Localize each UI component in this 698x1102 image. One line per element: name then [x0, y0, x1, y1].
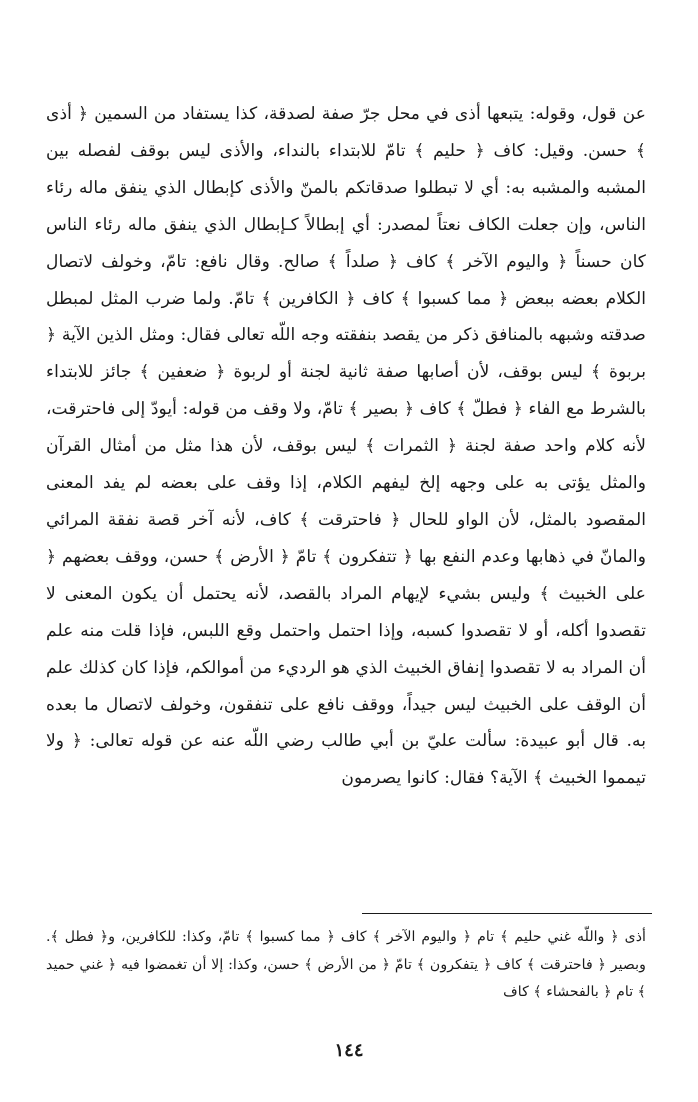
footnote-separator: [362, 913, 652, 914]
body-paragraph: عن قول، وقوله: يتبعها أذى في محل جرّ صفة لصدقة، كذا يستفاد من السمين ﴿ أذى ﴾ حسن. وقيل: كاف ﴿ حليم ﴾ تامّ للابتداء بالنداء، والأذى ليس بوقف لفصله بين المشبه والمشبه به: أي لا تبطلوا صدقاتكم بالمنّ والأذى كإبطال الذي ينفق ماله رئاء الناس، وإن جعلت الكاف نعتاً لمصدر: أي إبطالاً كـإبطال الذي ينفق ماله رئاء الناس كان حسناً ﴿ واليوم الآخر ﴾ كاف ﴿ صلداً ﴾ صالح. وقال نافع: تامّ، وخولف لاتصال الكلام بعضه ببعض ﴿ مما كسبوا ﴾ كاف ﴿ الكافرين ﴾ تامّ. ولما ضرب المثل لمبطل صدقته وشبهه بالمنافق ذكر من يقصد بنفقته وجه اللّه تعالى فقال: ومثل الذين الآية ﴿ بربوة ﴾ ليس بوقف، لأن أصابها صفة ثانية لجنة أو لربوة ﴿ ضعفين ﴾ جائز للابتداء بالشرط مع الفاء ﴿ فطلّ ﴾ كاف ﴿ بصير ﴾ تامّ، ولا وقف من قوله: أيودّ إلى فاحترقت، لأنه كلام واحد صفة لجنة ﴿ الثمرات ﴾ ليس بوقف، لأن هذا مثل من أمثال القرآن والمثل يؤتى به على وجهه إلخ ليفهم الكلام، إذا وقف على بعضه لم يفد المعنى المقصود بالمثل، لأن الواو للحال ﴿ فاحترقت ﴾ كاف، لأنه آخر قصة نفقة المرائي والمانّ في ذهابها وعدم النفع بها ﴿ تتفكرون ﴾ تامّ ﴿ الأرض ﴾ حسن، ووقف بعضهم ﴿ على الخبيث ﴾ وليس بشيء لإيهام المراد بالقصد، لأنه يحتمل أن يكون المعنى لا تقصدوا أكله، أو لا تقصدوا كسبه، وإذا احتمل واحتمل وقع اللبس، فإذا قلت منه علم أن المراد به لا تقصدوا إنفاق الخبيث الذي هو الرديء من أموالكم، فإذا كان كذلك علم أن الوقف على الخبيث ليس جيداً، ووقف نافع على تنفقون، وخولف لاتصال ما بعده به. قال أبو عبيدة: سألت عليّ بن أبي طالب رضي اللّه عنه عن قوله تعالى: ﴿ ولا تيمموا الخبيث ﴾ الآية؟ فقال: كانوا يصرمون: [46, 104, 646, 789]
main-text-block: [46, 96, 646, 797]
page-number: ١٤٤: [334, 1040, 364, 1061]
footnote-text: أذى ﴿ واللّه غني حليم ﴾ تام ﴿ واليوم الآخر ﴾ كاف ﴿ مما كسبوا ﴾ تامّ، وكذا: للكافرين، و﴿ فطل ﴾. وبصير ﴿ فاحترقت ﴾ كاف ﴿ يتفكرون ﴾ تامّ ﴿ من الأرض ﴾ حسن، وكذا: إلا أن تغمضوا فيه ﴿ غني حميد ﴾ تام ﴿ بالفحشاء ﴾ كاف: [46, 929, 646, 1000]
footnote-block: [46, 924, 646, 1007]
